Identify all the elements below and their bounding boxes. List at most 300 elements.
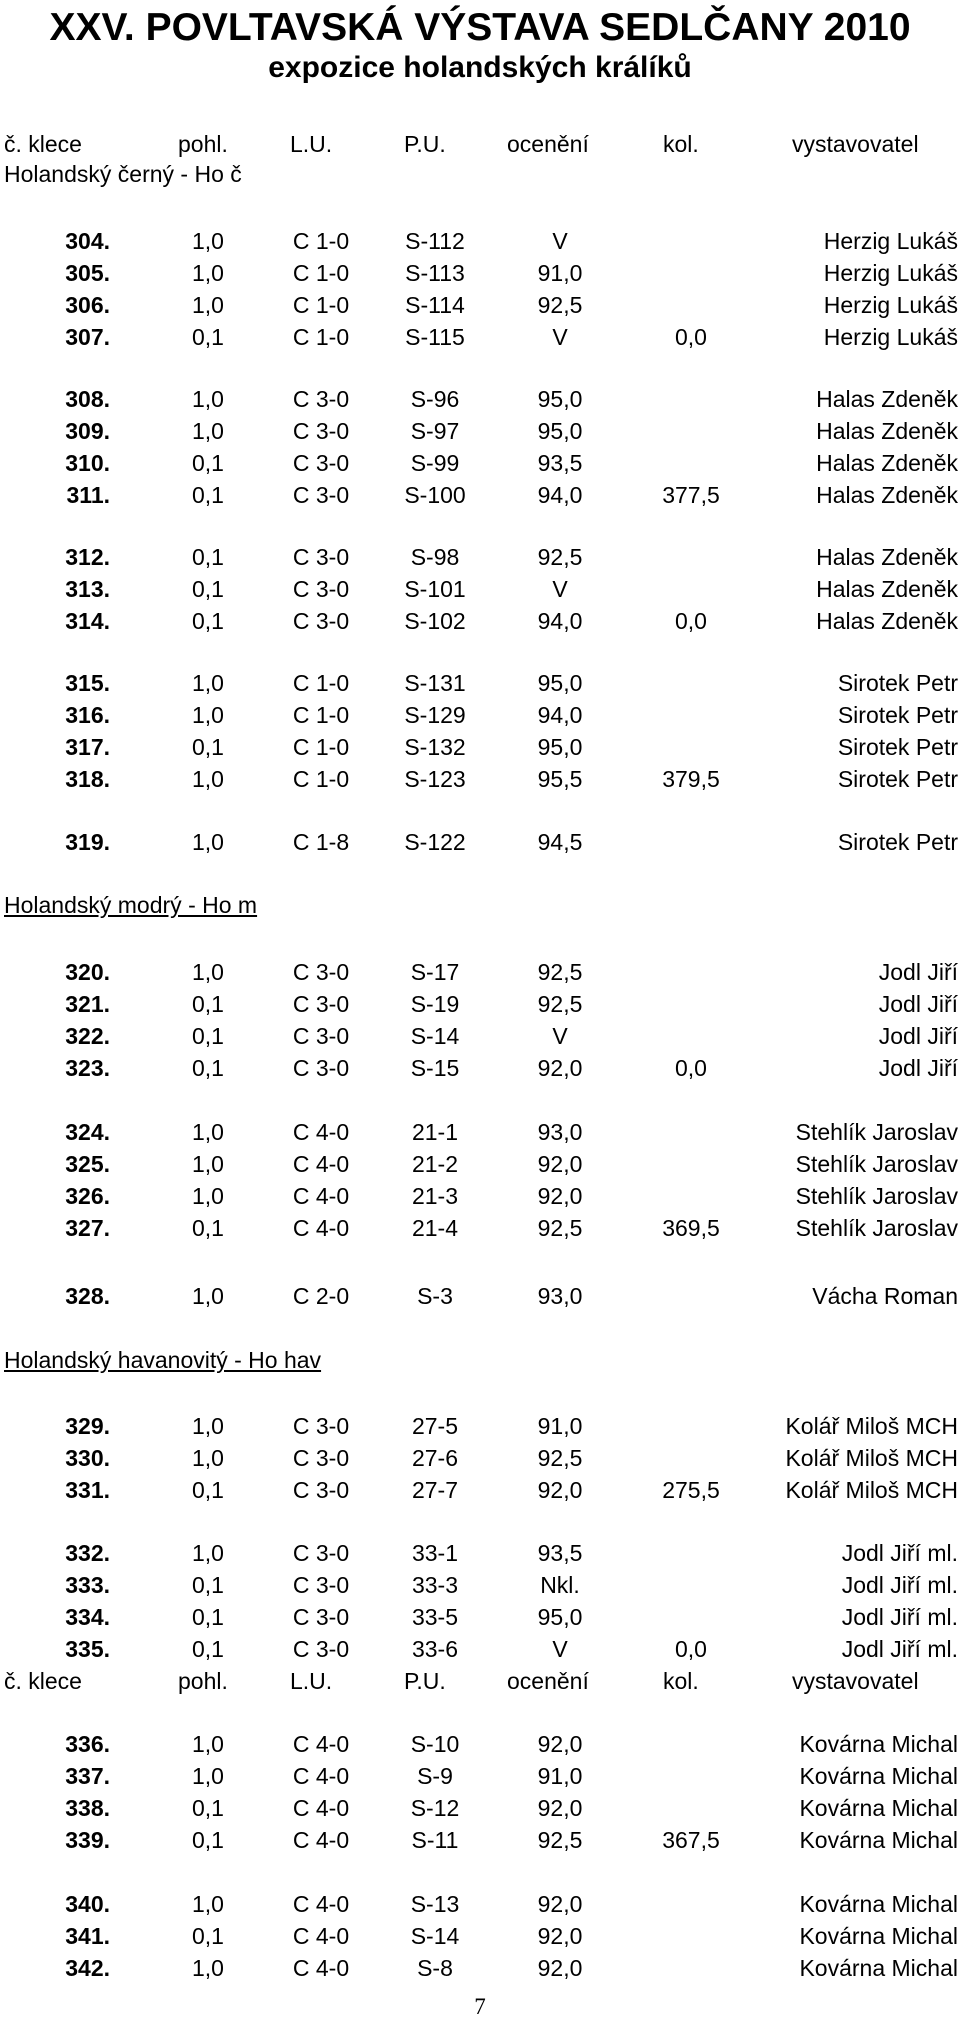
right-ear-tattoo: S-3 bbox=[417, 1283, 453, 1309]
right-ear-tattoo: 33-5 bbox=[411, 1604, 459, 1630]
table-row bbox=[0, 1824, 960, 1856]
exhibitor: Herzig Lukáš bbox=[823, 260, 958, 286]
right-ear-tattoo: S-123 bbox=[404, 766, 466, 792]
exhibitor: Jodl Jiří ml. bbox=[841, 1604, 958, 1630]
left-ear-tattoo: C 3-0 bbox=[292, 418, 350, 444]
exhibitor: Kovárna Michal bbox=[799, 1763, 958, 1789]
table-row bbox=[0, 1633, 960, 1665]
cage-number: 341. bbox=[65, 1923, 110, 1949]
table-row bbox=[0, 289, 960, 321]
header-vystavovatel: vystavovatel bbox=[792, 1668, 919, 1694]
rating: V bbox=[552, 324, 568, 350]
sex: 1,0 bbox=[192, 260, 224, 286]
table-row bbox=[0, 541, 960, 573]
exhibitor: Sirotek Petr bbox=[837, 766, 958, 792]
right-ear-tattoo: S-99 bbox=[410, 450, 460, 476]
table-row bbox=[0, 1888, 960, 1920]
header-pohl: pohl. bbox=[178, 1668, 228, 1694]
left-ear-tattoo: C 4-0 bbox=[292, 1891, 350, 1917]
sex: 0,1 bbox=[192, 1055, 224, 1081]
table-row bbox=[0, 605, 960, 637]
rating: 92,0 bbox=[537, 1055, 583, 1081]
cage-number: 339. bbox=[65, 1827, 110, 1853]
sex: 1,0 bbox=[192, 1763, 224, 1789]
cage-number: 320. bbox=[65, 959, 110, 985]
cage-number: 317. bbox=[65, 734, 110, 760]
rating: 92,5 bbox=[537, 1445, 583, 1471]
sex: 1,0 bbox=[192, 418, 224, 444]
exhibitor: Kovárna Michal bbox=[799, 1923, 958, 1949]
rating: 93,0 bbox=[537, 1283, 583, 1309]
cage-number: 332. bbox=[65, 1540, 110, 1566]
sex: 0,1 bbox=[192, 1572, 224, 1598]
right-ear-tattoo: S-19 bbox=[410, 991, 460, 1017]
column-header-row bbox=[0, 128, 960, 160]
exhibitor: Herzig Lukáš bbox=[823, 228, 958, 254]
right-ear-tattoo: S-8 bbox=[417, 1955, 453, 1981]
rating: 94,5 bbox=[537, 829, 583, 855]
cage-number: 328. bbox=[65, 1283, 110, 1309]
cage-number: 334. bbox=[65, 1604, 110, 1630]
exhibitor: Kolář Miloš MCH bbox=[785, 1477, 958, 1503]
right-ear-tattoo: S-112 bbox=[405, 228, 465, 254]
page-title: XXV. POVLTAVSKÁ VÝSTAVA SEDLČANY 2010 bbox=[49, 6, 911, 49]
right-ear-tattoo: S-129 bbox=[404, 702, 466, 728]
table-row bbox=[0, 1052, 960, 1084]
left-ear-tattoo: C 3-0 bbox=[292, 1055, 350, 1081]
rating: 92,5 bbox=[537, 544, 583, 570]
left-ear-tattoo: C 3-0 bbox=[292, 386, 350, 412]
rating: 92,5 bbox=[537, 1827, 583, 1853]
cage-number: 311. bbox=[66, 482, 110, 508]
cage-number: 316. bbox=[65, 702, 110, 728]
sex: 0,1 bbox=[192, 1636, 224, 1662]
sex: 1,0 bbox=[192, 386, 224, 412]
exhibitor: Jodl Jiří bbox=[878, 991, 958, 1017]
collection-score: 379,5 bbox=[662, 766, 720, 792]
left-ear-tattoo: C 4-0 bbox=[292, 1151, 350, 1177]
right-ear-tattoo: S-101 bbox=[404, 576, 466, 602]
rating: 95,0 bbox=[537, 386, 583, 412]
category-heading: Holandský černý - Ho č bbox=[4, 161, 242, 187]
sex: 0,1 bbox=[192, 450, 224, 476]
right-ear-tattoo: 33-6 bbox=[411, 1636, 459, 1662]
exhibitor: Halas Zdeněk bbox=[816, 608, 958, 634]
rating: 92,0 bbox=[537, 1477, 583, 1503]
left-ear-tattoo: C 1-0 bbox=[292, 766, 350, 792]
left-ear-tattoo: C 1-0 bbox=[292, 702, 350, 728]
rating: 95,0 bbox=[537, 418, 583, 444]
exhibitor: Halas Zdeněk bbox=[816, 450, 958, 476]
left-ear-tattoo: C 3-0 bbox=[292, 576, 350, 602]
exhibitor: Jodl Jiří ml. bbox=[841, 1572, 958, 1598]
right-ear-tattoo: 27-7 bbox=[411, 1477, 459, 1503]
right-ear-tattoo: S-10 bbox=[410, 1731, 460, 1757]
sex: 0,1 bbox=[192, 1023, 224, 1049]
left-ear-tattoo: C 4-0 bbox=[292, 1923, 350, 1949]
left-ear-tattoo: C 3-0 bbox=[292, 1572, 350, 1598]
table-row bbox=[0, 988, 960, 1020]
rating: 91,0 bbox=[537, 260, 583, 286]
left-ear-tattoo: C 3-0 bbox=[292, 1413, 350, 1439]
exhibitor: Kovárna Michal bbox=[799, 1891, 958, 1917]
header-vystavovatel: vystavovatel bbox=[792, 131, 919, 157]
right-ear-tattoo: 21-4 bbox=[411, 1215, 459, 1241]
cage-number: 336. bbox=[65, 1731, 110, 1757]
rating: 94,0 bbox=[537, 608, 583, 634]
cage-number: 319. bbox=[65, 829, 110, 855]
rating: 93,5 bbox=[537, 450, 583, 476]
header-lu: L.U. bbox=[290, 131, 333, 157]
rating: 92,0 bbox=[537, 1183, 583, 1209]
exhibitor: Halas Zdeněk bbox=[816, 544, 958, 570]
rating: 92,0 bbox=[537, 1795, 583, 1821]
collection-score: 275,5 bbox=[662, 1477, 720, 1503]
cage-number: 306. bbox=[65, 292, 110, 318]
column-header-row bbox=[0, 1665, 960, 1697]
header-pohl: pohl. bbox=[178, 131, 228, 157]
rating: 92,5 bbox=[537, 959, 583, 985]
right-ear-tattoo: S-13 bbox=[410, 1891, 460, 1917]
left-ear-tattoo: C 3-0 bbox=[292, 482, 350, 508]
exhibitor: Jodl Jiří bbox=[878, 959, 958, 985]
left-ear-tattoo: C 1-0 bbox=[292, 324, 350, 350]
cage-number: 321. bbox=[65, 991, 110, 1017]
table-row bbox=[0, 1442, 960, 1474]
cage-number: 310. bbox=[65, 450, 110, 476]
right-ear-tattoo: S-97 bbox=[410, 418, 460, 444]
left-ear-tattoo: C 3-0 bbox=[292, 991, 350, 1017]
exhibitor: Kolář Miloš MCH bbox=[785, 1413, 958, 1439]
collection-score: 0,0 bbox=[675, 324, 707, 350]
collection-score: 367,5 bbox=[662, 1827, 720, 1853]
cage-number: 305. bbox=[65, 260, 110, 286]
exhibitor: Stehlík Jaroslav bbox=[795, 1215, 958, 1241]
sex: 1,0 bbox=[192, 1151, 224, 1177]
exhibitor: Jodl Jiří ml. bbox=[841, 1636, 958, 1662]
table-row bbox=[0, 383, 960, 415]
table-row bbox=[0, 1792, 960, 1824]
right-ear-tattoo: 33-3 bbox=[411, 1572, 459, 1598]
cage-number: 342. bbox=[65, 1955, 110, 1981]
rating: 95,0 bbox=[537, 734, 583, 760]
exhibitor: Sirotek Petr bbox=[837, 702, 958, 728]
table-row bbox=[0, 763, 960, 795]
table-row bbox=[0, 415, 960, 447]
table-row bbox=[0, 956, 960, 988]
right-ear-tattoo: 21-1 bbox=[411, 1119, 459, 1145]
rating: 92,0 bbox=[537, 1731, 583, 1757]
rating: 92,0 bbox=[537, 1151, 583, 1177]
sex: 1,0 bbox=[192, 766, 224, 792]
right-ear-tattoo: S-14 bbox=[410, 1023, 460, 1049]
rating: Nkl. bbox=[540, 1572, 580, 1598]
sex: 1,0 bbox=[192, 1413, 224, 1439]
collection-score: 0,0 bbox=[675, 1055, 707, 1081]
left-ear-tattoo: C 3-0 bbox=[292, 544, 350, 570]
sex: 0,1 bbox=[192, 1795, 224, 1821]
table-row bbox=[0, 1280, 960, 1312]
sex: 0,1 bbox=[192, 1923, 224, 1949]
cage-number: 338. bbox=[65, 1795, 110, 1821]
exhibitor: Herzig Lukáš bbox=[823, 324, 958, 350]
right-ear-tattoo: S-132 bbox=[404, 734, 466, 760]
rating: V bbox=[552, 576, 568, 602]
left-ear-tattoo: C 4-0 bbox=[292, 1183, 350, 1209]
exhibitor: Kovárna Michal bbox=[799, 1827, 958, 1853]
right-ear-tattoo: S-102 bbox=[404, 608, 466, 634]
rating: 91,0 bbox=[537, 1763, 583, 1789]
left-ear-tattoo: C 1-0 bbox=[292, 670, 350, 696]
rating: 93,0 bbox=[537, 1119, 583, 1145]
right-ear-tattoo: S-11 bbox=[411, 1827, 459, 1853]
rating: 91,0 bbox=[537, 1413, 583, 1439]
left-ear-tattoo: C 4-0 bbox=[292, 1215, 350, 1241]
left-ear-tattoo: C 3-0 bbox=[292, 450, 350, 476]
table-row bbox=[0, 1212, 960, 1244]
sex: 1,0 bbox=[192, 1183, 224, 1209]
cage-number: 325. bbox=[65, 1151, 110, 1177]
cage-number: 322. bbox=[65, 1023, 110, 1049]
header-pu: P.U. bbox=[404, 1668, 446, 1694]
cage-number: 324. bbox=[65, 1119, 110, 1145]
right-ear-tattoo: 21-2 bbox=[411, 1151, 459, 1177]
cage-number: 313. bbox=[65, 576, 110, 602]
cage-number: 329. bbox=[65, 1413, 110, 1439]
header-klece: č. klece bbox=[4, 1668, 82, 1694]
exhibitor: Halas Zdeněk bbox=[816, 482, 958, 508]
sex: 1,0 bbox=[192, 228, 224, 254]
exhibitor: Halas Zdeněk bbox=[816, 576, 958, 602]
rating: 92,0 bbox=[537, 1955, 583, 1981]
rating: V bbox=[552, 1023, 568, 1049]
table-row bbox=[0, 479, 960, 511]
cage-number: 314. bbox=[65, 608, 110, 634]
rating: 94,0 bbox=[537, 482, 583, 508]
right-ear-tattoo: S-12 bbox=[410, 1795, 460, 1821]
left-ear-tattoo: C 1-0 bbox=[292, 260, 350, 286]
left-ear-tattoo: C 1-8 bbox=[292, 829, 350, 855]
table-row bbox=[0, 1020, 960, 1052]
table-row bbox=[0, 667, 960, 699]
header-pu: P.U. bbox=[404, 131, 446, 157]
right-ear-tattoo: 33-1 bbox=[411, 1540, 459, 1566]
cage-number: 333. bbox=[65, 1572, 110, 1598]
left-ear-tattoo: C 3-0 bbox=[292, 1023, 350, 1049]
sex: 0,1 bbox=[192, 324, 224, 350]
header-kol: kol. bbox=[663, 131, 699, 157]
table-row bbox=[0, 1601, 960, 1633]
right-ear-tattoo: S-98 bbox=[410, 544, 460, 570]
header-kol: kol. bbox=[663, 1668, 699, 1694]
table-row bbox=[0, 1410, 960, 1442]
rating: 94,0 bbox=[537, 702, 583, 728]
sex: 0,1 bbox=[192, 1215, 224, 1241]
rating: V bbox=[552, 1636, 568, 1662]
rating: 93,5 bbox=[537, 1540, 583, 1566]
sex: 1,0 bbox=[192, 670, 224, 696]
cage-number: 335. bbox=[65, 1636, 110, 1662]
category-heading: Holandský modrý - Ho m bbox=[4, 892, 258, 918]
rating: 92,5 bbox=[537, 1215, 583, 1241]
collection-score: 377,5 bbox=[662, 482, 720, 508]
collection-score: 0,0 bbox=[675, 608, 707, 634]
sex: 1,0 bbox=[192, 292, 224, 318]
left-ear-tattoo: C 3-0 bbox=[292, 959, 350, 985]
exhibitor: Halas Zdeněk bbox=[816, 386, 958, 412]
table-row bbox=[0, 1569, 960, 1601]
left-ear-tattoo: C 3-0 bbox=[292, 1445, 350, 1471]
sex: 1,0 bbox=[192, 702, 224, 728]
cage-number: 309. bbox=[65, 418, 110, 444]
left-ear-tattoo: C 3-0 bbox=[292, 608, 350, 634]
left-ear-tattoo: C 4-0 bbox=[292, 1827, 350, 1853]
exhibitor: Jodl Jiří bbox=[878, 1023, 958, 1049]
right-ear-tattoo: 27-6 bbox=[411, 1445, 459, 1471]
right-ear-tattoo: S-15 bbox=[410, 1055, 460, 1081]
rating: 92,5 bbox=[537, 991, 583, 1017]
table-row bbox=[0, 1728, 960, 1760]
cage-number: 337. bbox=[65, 1763, 110, 1789]
page-number: 7 bbox=[474, 1994, 486, 2019]
cage-number: 304. bbox=[65, 228, 110, 254]
right-ear-tattoo: S-96 bbox=[410, 386, 460, 412]
table-row bbox=[0, 1537, 960, 1569]
sex: 1,0 bbox=[192, 1119, 224, 1145]
left-ear-tattoo: C 3-0 bbox=[292, 1540, 350, 1566]
sex: 1,0 bbox=[192, 1445, 224, 1471]
exhibitor: Sirotek Petr bbox=[837, 829, 958, 855]
right-ear-tattoo: S-17 bbox=[410, 959, 460, 985]
exhibitor: Stehlík Jaroslav bbox=[795, 1119, 958, 1145]
collection-score: 0,0 bbox=[675, 1636, 707, 1662]
table-row bbox=[0, 321, 960, 353]
sex: 0,1 bbox=[192, 544, 224, 570]
cage-number: 307. bbox=[65, 324, 110, 350]
table-row bbox=[0, 447, 960, 479]
header-oceneni: ocenění bbox=[507, 1668, 589, 1694]
right-ear-tattoo: S-113 bbox=[405, 260, 465, 286]
cage-number: 327. bbox=[65, 1215, 110, 1241]
collection-score: 369,5 bbox=[662, 1215, 720, 1241]
exhibitor: Kolář Miloš MCH bbox=[785, 1445, 958, 1471]
exhibitor: Sirotek Petr bbox=[837, 670, 958, 696]
header-klece: č. klece bbox=[4, 131, 82, 157]
sex: 1,0 bbox=[192, 1955, 224, 1981]
sex: 0,1 bbox=[192, 608, 224, 634]
sex: 1,0 bbox=[192, 1540, 224, 1566]
sex: 0,1 bbox=[192, 482, 224, 508]
left-ear-tattoo: C 1-0 bbox=[292, 292, 350, 318]
table-row bbox=[0, 1148, 960, 1180]
right-ear-tattoo: S-131 bbox=[404, 670, 466, 696]
table-row bbox=[0, 1920, 960, 1952]
rating: 95,5 bbox=[537, 766, 583, 792]
sex: 0,1 bbox=[192, 1604, 224, 1630]
right-ear-tattoo: 21-3 bbox=[411, 1183, 459, 1209]
rating: 92,0 bbox=[537, 1923, 583, 1949]
right-ear-tattoo: S-122 bbox=[404, 829, 466, 855]
sex: 0,1 bbox=[192, 576, 224, 602]
table-row bbox=[0, 731, 960, 763]
left-ear-tattoo: C 4-0 bbox=[292, 1955, 350, 1981]
table-row bbox=[0, 225, 960, 257]
table-row bbox=[0, 257, 960, 289]
table-row bbox=[0, 573, 960, 605]
category-heading: Holandský havanovitý - Ho hav bbox=[4, 1347, 322, 1373]
exhibitor: Jodl Jiří bbox=[878, 1055, 958, 1081]
cage-number: 315. bbox=[65, 670, 110, 696]
exhibitor: Halas Zdeněk bbox=[816, 418, 958, 444]
exhibitor: Stehlík Jaroslav bbox=[795, 1183, 958, 1209]
right-ear-tattoo: S-115 bbox=[405, 324, 465, 350]
left-ear-tattoo: C 1-0 bbox=[292, 228, 350, 254]
left-ear-tattoo: C 3-0 bbox=[292, 1636, 350, 1662]
left-ear-tattoo: C 3-0 bbox=[292, 1604, 350, 1630]
cage-number: 318. bbox=[65, 766, 110, 792]
sex: 0,1 bbox=[192, 734, 224, 760]
exhibitor: Sirotek Petr bbox=[837, 734, 958, 760]
exhibitor: Stehlík Jaroslav bbox=[795, 1151, 958, 1177]
cage-number: 312. bbox=[65, 544, 110, 570]
table-row bbox=[0, 1116, 960, 1148]
sex: 0,1 bbox=[192, 991, 224, 1017]
sex: 1,0 bbox=[192, 1283, 224, 1309]
right-ear-tattoo: S-100 bbox=[404, 482, 466, 508]
rating: 95,0 bbox=[537, 1604, 583, 1630]
left-ear-tattoo: C 3-0 bbox=[292, 1477, 350, 1503]
sex: 1,0 bbox=[192, 1731, 224, 1757]
sex: 1,0 bbox=[192, 829, 224, 855]
left-ear-tattoo: C 1-0 bbox=[292, 734, 350, 760]
cage-number: 331. bbox=[65, 1477, 110, 1503]
sex: 1,0 bbox=[192, 959, 224, 985]
rating: V bbox=[552, 228, 568, 254]
exhibitor: Kovárna Michal bbox=[799, 1795, 958, 1821]
left-ear-tattoo: C 4-0 bbox=[292, 1119, 350, 1145]
right-ear-tattoo: 27-5 bbox=[411, 1413, 459, 1439]
cage-number: 323. bbox=[65, 1055, 110, 1081]
sex: 0,1 bbox=[192, 1477, 224, 1503]
rating: 92,0 bbox=[537, 1891, 583, 1917]
table-row bbox=[0, 1952, 960, 1984]
sex: 0,1 bbox=[192, 1827, 224, 1853]
exhibitor: Kovárna Michal bbox=[799, 1731, 958, 1757]
right-ear-tattoo: S-9 bbox=[417, 1763, 453, 1789]
right-ear-tattoo: S-114 bbox=[405, 292, 465, 318]
rating: 95,0 bbox=[537, 670, 583, 696]
table-row bbox=[0, 1180, 960, 1212]
left-ear-tattoo: C 4-0 bbox=[292, 1763, 350, 1789]
header-lu: L.U. bbox=[290, 1668, 333, 1694]
exhibitor: Herzig Lukáš bbox=[823, 292, 958, 318]
sex: 1,0 bbox=[192, 1891, 224, 1917]
exhibitor: Vácha Roman bbox=[812, 1283, 958, 1309]
cage-number: 308. bbox=[65, 386, 110, 412]
cage-number: 326. bbox=[65, 1183, 110, 1209]
table-row bbox=[0, 699, 960, 731]
left-ear-tattoo: C 4-0 bbox=[292, 1731, 350, 1757]
exhibitor: Jodl Jiří ml. bbox=[841, 1540, 958, 1566]
table-row bbox=[0, 826, 960, 858]
table-row bbox=[0, 1474, 960, 1506]
cage-number: 330. bbox=[65, 1445, 110, 1471]
table-row bbox=[0, 1760, 960, 1792]
left-ear-tattoo: C 4-0 bbox=[292, 1795, 350, 1821]
rating: 92,5 bbox=[537, 292, 583, 318]
cage-number: 340. bbox=[65, 1891, 110, 1917]
left-ear-tattoo: C 2-0 bbox=[292, 1283, 350, 1309]
